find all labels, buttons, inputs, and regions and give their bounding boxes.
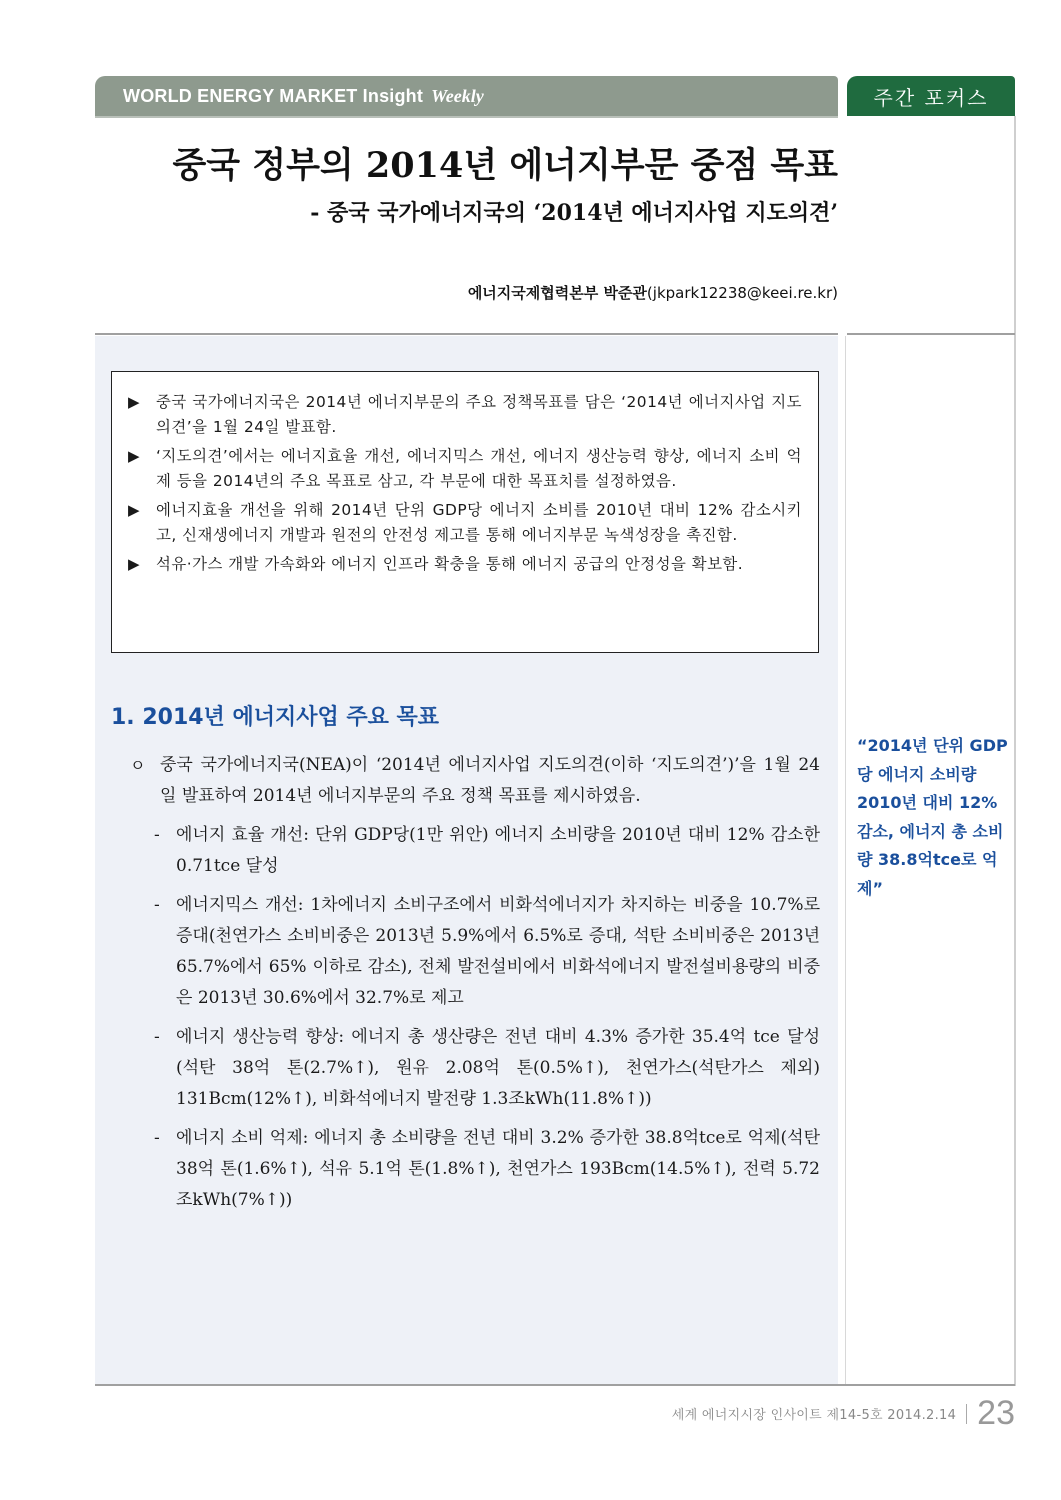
author-name: 에너지국제협력본부 박준관 <box>467 284 647 302</box>
header-rule <box>95 116 838 118</box>
publication-name: WORLD ENERGY MARKET Insight <box>123 85 424 106</box>
triangle-bullet-icon: ▶ <box>128 555 141 573</box>
dash-bullet: - <box>154 895 160 915</box>
sub-item-text: 에너지 소비 억제: 에너지 총 소비량을 전년 대비 3.2% 증가한 38.8억tce로 억제(석탄 38억 톤(1.6%↑), 석유 5.1억 톤(1.8%↑), 천연가스 193Bcm(14.5%↑), 전력 5.72조kWh(7%↑)) <box>176 1128 820 1210</box>
dash-bullet: - <box>154 1128 160 1148</box>
section-body <box>130 750 820 1224</box>
publication-weekly: Weekly <box>431 85 484 106</box>
circle-bullet-icon: ㅇ <box>130 756 146 775</box>
sub-item <box>154 1022 820 1115</box>
focus-tab: 주간 포커스 <box>847 76 1015 116</box>
article-subtitle: - 중국 국가에너지국의 ‘2014년 에너지사업 지도의견’ <box>310 200 838 226</box>
pull-quote: “2014년 단위 GDP당 에너지 소비량 2010년 대비 12% 감소, 에너지 총 소비량 38.8억tce로 억제” <box>857 736 1008 898</box>
sub-item <box>154 820 820 882</box>
summary-item <box>128 390 802 440</box>
summary-box <box>111 371 819 653</box>
page-number: 23 <box>977 1394 1015 1432</box>
author-line <box>95 282 838 303</box>
author-email: (jkpark12238@keei.re.kr) <box>646 284 838 302</box>
section-heading: 1. 2014년 에너지사업 주요 목표 <box>111 705 440 730</box>
summary-text: 에너지효율 개선을 위해 2014년 단위 GDP당 에너지 소비를 2010년 대비 12% 감소시키고, 신재생에너지 개발과 원전의 안전성 제고를 통해 에너지부문 녹색성장을 촉진함. <box>156 501 802 544</box>
sub-item <box>154 1123 820 1216</box>
summary-text: 중국 국가에너지국은 2014년 에너지부문의 주요 정책목표를 담은 ‘2014년 에너지사업 지도의견’을 1월 24일 발표함. <box>156 393 802 436</box>
intro-paragraph <box>130 750 820 812</box>
summary-item <box>128 444 802 494</box>
dash-bullet: - <box>154 1027 160 1047</box>
footer-publication: 세계 에너지시장 인사이트 제14-5호 2014.2.14 <box>671 1408 957 1423</box>
triangle-bullet-icon: ▶ <box>128 501 141 519</box>
dash-bullet: - <box>154 825 160 845</box>
footer-separator <box>966 1404 967 1424</box>
content-bottom-rule <box>95 1384 1015 1386</box>
column-divider <box>845 336 846 1384</box>
triangle-bullet-icon: ▶ <box>128 393 141 411</box>
page-footer <box>560 1394 1015 1433</box>
sidebar-top-rule <box>847 333 1015 335</box>
intro-text: 중국 국가에너지국(NEA)이 ‘2014년 에너지사업 지도의견(이하 ‘지도의견’)’을 1월 24일 발표하여 2014년 에너지부문의 주요 정책 목표를 제시하였음. <box>160 755 820 806</box>
publication-header <box>95 76 838 116</box>
summary-item <box>128 552 802 577</box>
summary-item <box>128 498 802 548</box>
triangle-bullet-icon: ▶ <box>128 447 141 465</box>
sub-item-text: 에너지 효율 개선: 단위 GDP당(1만 위안) 에너지 소비량을 2010년 대비 12% 감소한 0.71tce 달성 <box>176 825 820 876</box>
sub-item <box>154 890 820 1014</box>
article-title: 중국 정부의 2014년 에너지부문 중점 목표 <box>172 145 838 186</box>
sub-item-text: 에너지 생산능력 향상: 에너지 총 생산량은 전년 대비 4.3% 증가한 35.4억 tce 달성(석탄 38억 톤(2.7%↑), 원유 2.08억 톤(0.5%↑), 천연가스(석탄가스 제외) 131Bcm(12%↑), 비화석에너지 발전량 1.3조kWh(11.8%↑)) <box>176 1027 820 1109</box>
sub-item-text: 에너지믹스 개선: 1차에너지 소비구조에서 비화석에너지가 차지하는 비중을 10.7%로 증대(천연가스 소비비중은 2013년 5.9%에서 6.5%로 증대, 석탄 소비비중은 2013년 65.7%에서 65% 이하로 감소), 전체 발전설비에서 비화석에너지 발전설비용량의 비중은 2013년 30.6%에서 32.7%로 제고 <box>176 895 820 1008</box>
summary-text: ‘지도의견’에서는 에너지효율 개선, 에너지믹스 개선, 에너지 생산능력 향상, 에너지 소비 억제 등을 2014년의 주요 목표로 삼고, 각 부문에 대한 목표치를 설정하였음. <box>156 447 802 490</box>
summary-text: 석유·가스 개발 가속화와 에너지 인프라 확충을 통해 에너지 공급의 안정성을 확보함. <box>156 555 744 573</box>
content-top-rule <box>95 333 838 335</box>
